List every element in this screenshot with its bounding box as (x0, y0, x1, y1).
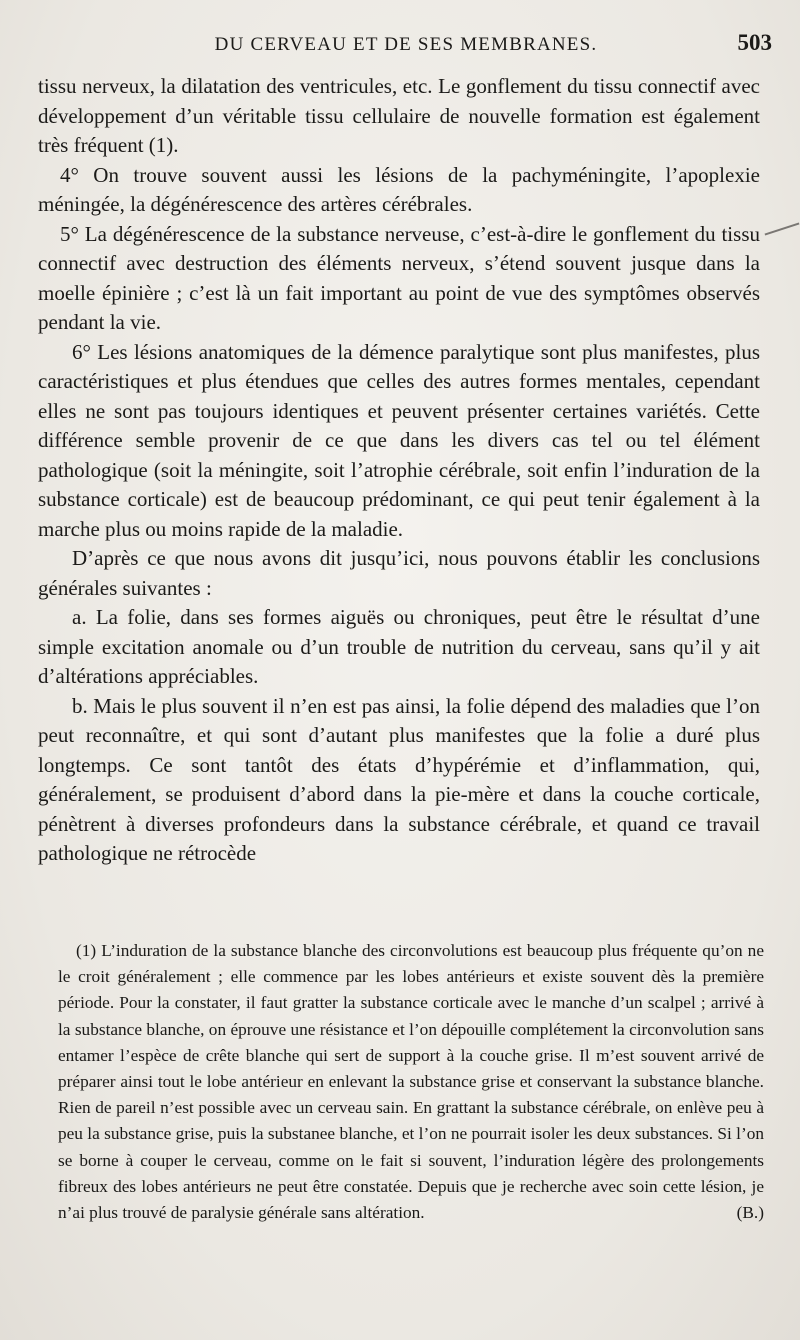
margin-pencil-mark (765, 222, 800, 235)
footnote-text: (1) L’induration de la substance blanche des circonvolutions est beaucoup plus fréquente qu’on ne le croit généralement ; elle commence par les lobes antérieurs et existe souvent dès la première période. Pour la constater, il faut gratter la substance corticale avec le manche d’un scalpel ; arrivé à la substance blanche, on éprouve une résistance et l’on dépouille complétement la circonvolution sans entamer l’espèce de crête blanche qui sert de support à la couche grise. Il m’est souvent arrivé de préparer ainsi tout le lobe antérieur en enlevant la substance grise et conservant la substance blanche. Rien de pareil n’est possible avec un cerveau sain. En grattant la substance cérébrale, on enlève peu à peu la substance grise, puis la substanee blanche, et l’on ne pourrait isoler les deux substances. Si l’on se borne à couper le cerveau, comme on le fait si souvent, l’induration légère des prolongements fibreux des lobes antérieurs ne peut être constatée. Depuis que je recherche avec soin cette lésion, je n’ai plus trouvé de paralysie générale sans altération. (58, 941, 764, 1223)
paragraph-conclusion-b: b. Mais le plus souvent il n’en est pas ainsi, la folie dépend des maladies que l’on peut reconnaître, et qui sont d’autant plus manifestes que la folie a duré plus longtemps. Ce sont tantôt des états d’hypérémie et d’inflammation, qui, généralement, se produisent d’abord dans la pie-mère et dans la couche corticale, pénètrent à diverses profondeurs dans la substance cérébrale, et quand ce travail pathologique ne rétrocède (38, 693, 760, 865)
paragraph-continuation: tissu nerveux, la dilatation des ventricules, etc. Le gonflement du tissu connectif avec développement d’un véritable tissu cellulaire de nouvelle formation est également très fréquent (1). (38, 74, 760, 157)
page-number: 503 (737, 30, 772, 55)
running-title: DU CERVEAU ET DE SES MEMBRANES. (214, 34, 598, 55)
paragraph-conclusions-intro: D’après ce que nous avons dit jusqu’ici, nous pouvons établir les conclusions générales suivantes : (38, 546, 760, 600)
paragraph-item-4: 4° On trouve souvent aussi les lésions de la pachyméningite, l’apoplexie méningée, la dégénérescence des artères cérébrales. (38, 162, 760, 216)
footnote-signature: (B.) (736, 1203, 764, 1223)
main-text (38, 72, 760, 869)
paragraph-item-5: 5° La dégénérescence de la substance nerveuse, c’est-à-dire le gonflement du tissu connectif avec destruction des éléments nerveux, s’étend souvent jusque dans la moelle épinière ; c’est là un fait important au point de vue des symptômes observés pendant la vie. (38, 221, 760, 334)
footnote (58, 938, 764, 1226)
page-header (40, 30, 772, 62)
paragraph-conclusion-a: a. La folie, dans ses formes aiguës ou chroniques, peut être le résultat d’une simple excitation anomale ou d’un trouble de nutrition du cerveau, sans qu’il y ait d’altérations appréciables. (38, 605, 760, 688)
footnote-paragraph (58, 938, 764, 1226)
paragraph-item-6: 6° Les lésions anatomiques de la démence paralytique sont plus manifestes, plus caractéristiques et plus étendues que celles des autres formes mentales, cependant elles ne sont pas toujours identiques et peuvent présenter certaines variétés. Cette différence semble provenir de ce que dans les divers cas tel ou tel élément pathologique (soit la méningite, soit l’atrophie cérébrale, soit enfin l’induration de la substance corticale) est de beaucoup prédominant, ce qui peut tenir également à la marche plus ou moins rapide de la maladie. (38, 339, 760, 541)
